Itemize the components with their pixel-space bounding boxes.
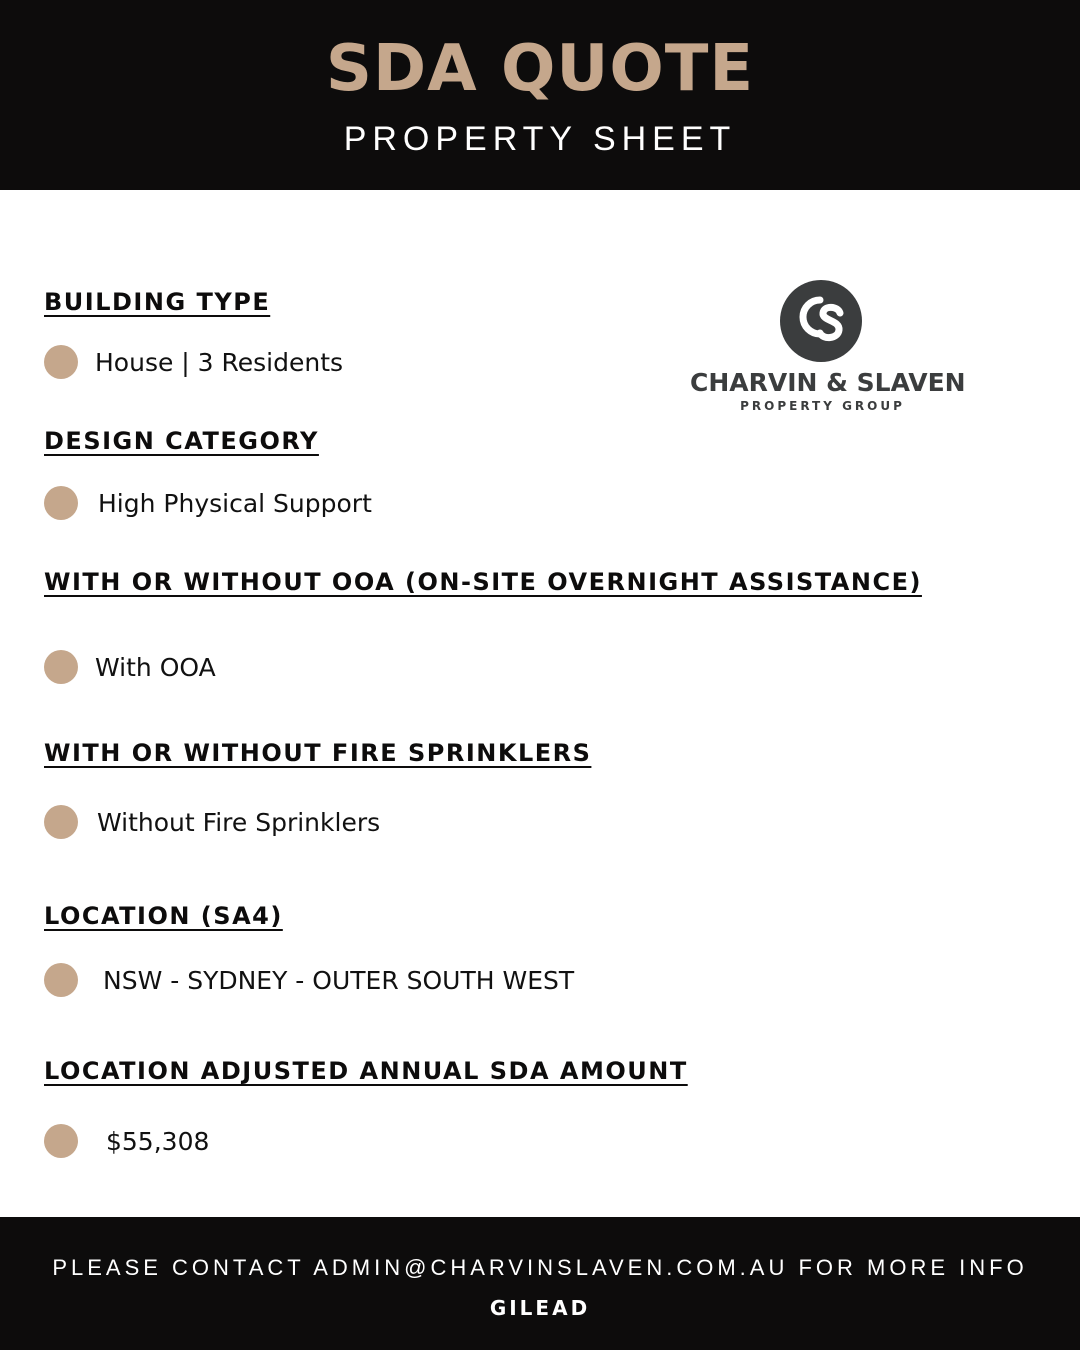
design-category-heading: DESIGN CATEGORY bbox=[44, 427, 319, 455]
ooa-value: With OOA bbox=[95, 652, 216, 682]
bullet-dot-icon bbox=[44, 486, 78, 520]
design-category-value: High Physical Support bbox=[98, 488, 372, 518]
sda-amount-heading: LOCATION ADJUSTED ANNUAL SDA AMOUNT bbox=[44, 1057, 688, 1085]
bullet-dot-icon bbox=[44, 805, 78, 839]
bullet-dot-icon bbox=[44, 1124, 78, 1158]
fire-sprinklers-value: Without Fire Sprinklers bbox=[97, 807, 381, 837]
footer-contact-text: PLEASE CONTACT ADMIN@CHARVINSLAVEN.COM.AU FOR MORE INFO bbox=[52, 1255, 1028, 1280]
logo-company-name: CHARVIN & SLAVEN bbox=[690, 368, 966, 397]
company-logo bbox=[690, 280, 966, 420]
footer-property-name: GILEAD bbox=[489, 1296, 591, 1320]
ooa-heading: WITH OR WITHOUT OOA (ON-SITE OVERNIGHT ASSISTANCE) bbox=[44, 568, 922, 596]
fire-sprinklers-item bbox=[44, 805, 380, 839]
fire-sprinklers-heading: WITH OR WITHOUT FIRE SPRINKLERS bbox=[44, 739, 592, 767]
page-title: SDA QUOTE bbox=[325, 32, 755, 106]
design-category-item bbox=[44, 486, 372, 520]
page-subtitle: PROPERTY SHEET bbox=[343, 120, 737, 158]
building-type-heading: BUILDING TYPE bbox=[44, 288, 271, 316]
bullet-dot-icon bbox=[44, 345, 78, 379]
location-item bbox=[44, 963, 574, 997]
logo-tagline: PROPERTY GROUP bbox=[740, 399, 905, 413]
cs-monogram-icon bbox=[780, 280, 862, 362]
location-heading: LOCATION (SA4) bbox=[44, 902, 283, 930]
ooa-item bbox=[44, 650, 216, 684]
location-value: NSW - SYDNEY - OUTER SOUTH WEST bbox=[103, 965, 575, 995]
bullet-dot-icon bbox=[44, 650, 78, 684]
bullet-dot-icon bbox=[44, 963, 78, 997]
sda-amount-item bbox=[44, 1124, 209, 1158]
building-type-item bbox=[44, 345, 343, 379]
footer-banner bbox=[0, 1217, 1080, 1350]
header-banner bbox=[0, 0, 1080, 190]
sda-amount-value: $55,308 bbox=[106, 1126, 210, 1156]
building-type-value: House | 3 Residents bbox=[95, 347, 344, 377]
